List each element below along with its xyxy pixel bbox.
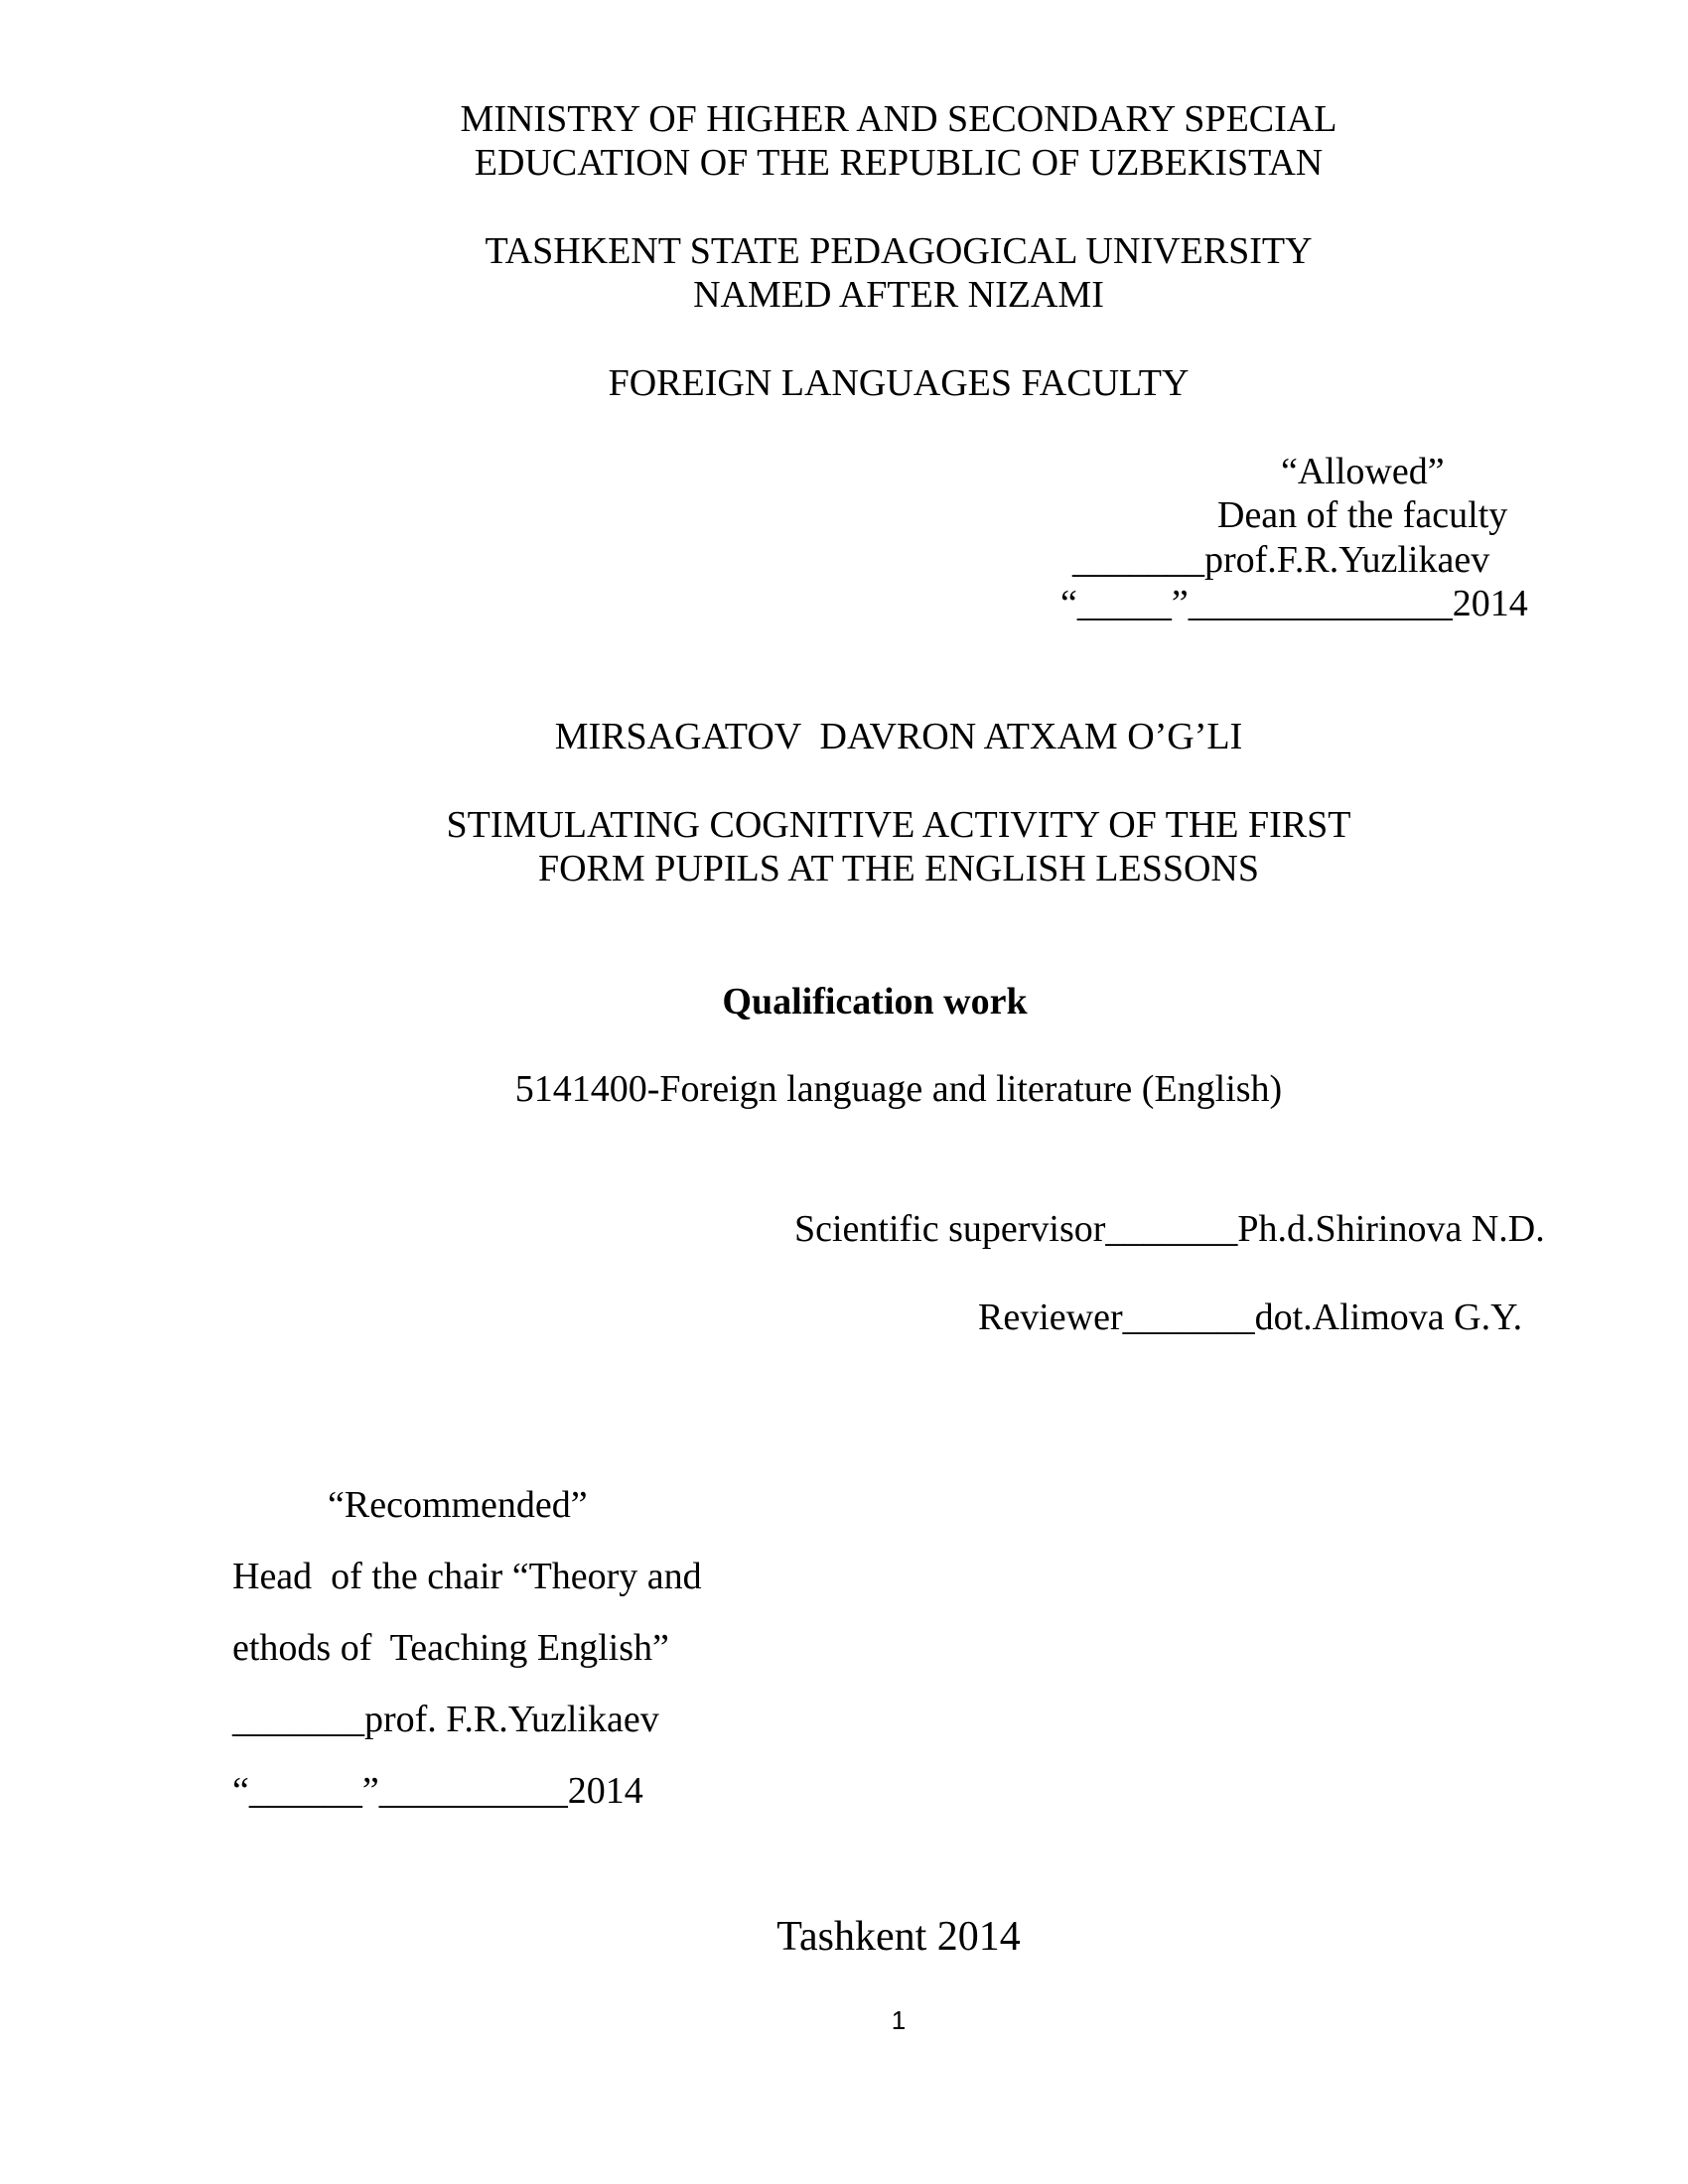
work-type: Qualification work (722, 981, 1028, 1023)
chair-head-signature: _______prof. F.R.Yuzlikaev (232, 1699, 659, 1740)
supervisor-line: Scientific supervisor_______Ph.d.Shirinova N.D. (794, 1208, 1545, 1250)
ministry-line-1: MINISTRY OF HIGHER AND SECONDARY SPECIAL (460, 98, 1337, 140)
specialty: 5141400-Foreign language and literature (English) (514, 1068, 1283, 1110)
dean-title: Dean of the faculty (1217, 494, 1508, 536)
allowed-label: “Allowed” (1281, 451, 1445, 492)
place-year: Tashkent 2014 (776, 1914, 1021, 1960)
university-line-2: NAMED AFTER NIZAMI (693, 274, 1104, 316)
thesis-title-line-1: STIMULATING COGNITIVE ACTIVITY OF THE FIRST (446, 804, 1351, 846)
dean-signature: _______prof.F.R.Yuzlikaev (1072, 539, 1490, 581)
ministry-line-2: EDUCATION OF THE REPUBLIC OF UZBEKISTAN (474, 142, 1324, 184)
author-name: MIRSAGATOV DAVRON ATXAM O’G’LI (554, 716, 1243, 757)
dean-date-line: “_____”______________2014 (1060, 583, 1528, 624)
chair-date-line: “______”__________2014 (232, 1770, 643, 1812)
chair-head-line-2: ethods of Teaching English” (232, 1627, 669, 1669)
page-number: 1 (891, 2005, 907, 2035)
thesis-title-line-2: FORM PUPILS AT THE ENGLISH LESSONS (537, 848, 1259, 889)
university-line-1: TASHKENT STATE PEDAGOGICAL UNIVERSITY (485, 230, 1313, 272)
chair-head-line-1: Head of the chair “Theory and (232, 1556, 702, 1597)
faculty-name: FOREIGN LANGUAGES FACULTY (608, 362, 1190, 404)
reviewer-line: Reviewer_______dot.Alimova G.Y. (978, 1297, 1523, 1338)
recommended-label: “Recommended” (328, 1484, 588, 1526)
